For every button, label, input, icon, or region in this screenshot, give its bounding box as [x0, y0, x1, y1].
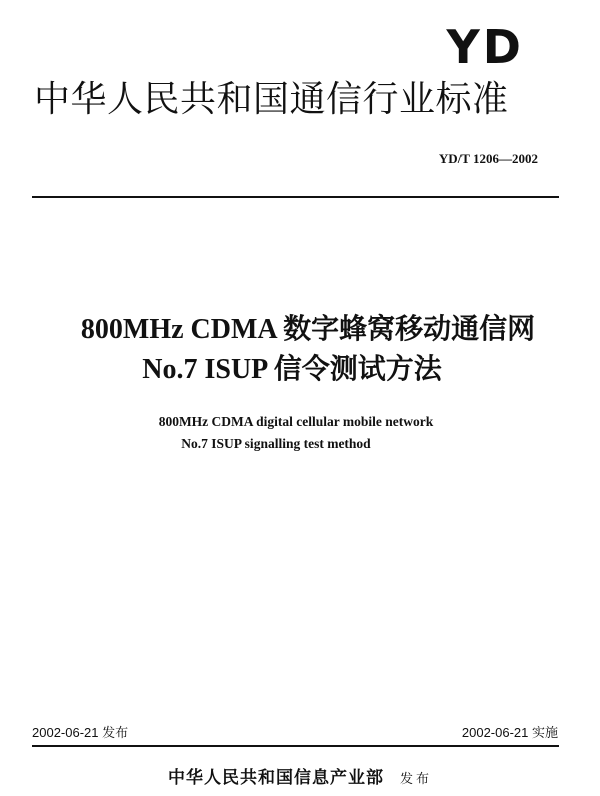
standard-number: YD/T 1206—2002 — [438, 151, 538, 166]
header-divider — [32, 196, 559, 198]
title-zh-line-1: 800MHz CDMA 数字蜂窝移动通信网 — [80, 314, 536, 345]
implementation-date: 2002-06-21 实施 — [461, 725, 558, 740]
publisher-line — [0, 770, 600, 787]
yd-logo: YD — [446, 20, 524, 74]
publisher-name: 中华人民共和国信息产业部 — [167, 768, 384, 788]
footer-divider — [32, 745, 559, 747]
title-zh-line-2: No.7 ISUP 信令测试方法 — [142, 354, 442, 385]
publisher-action: 发布 — [399, 772, 432, 787]
organization-title: 中华人民共和国通信行业标准 — [34, 79, 509, 120]
title-en-line-1: 800MHz CDMA digital cellular mobile network — [158, 414, 434, 429]
title-en-line-2: No.7 ISUP signalling test method — [181, 436, 371, 451]
issue-date: 2002-06-21 发布 — [32, 725, 129, 740]
